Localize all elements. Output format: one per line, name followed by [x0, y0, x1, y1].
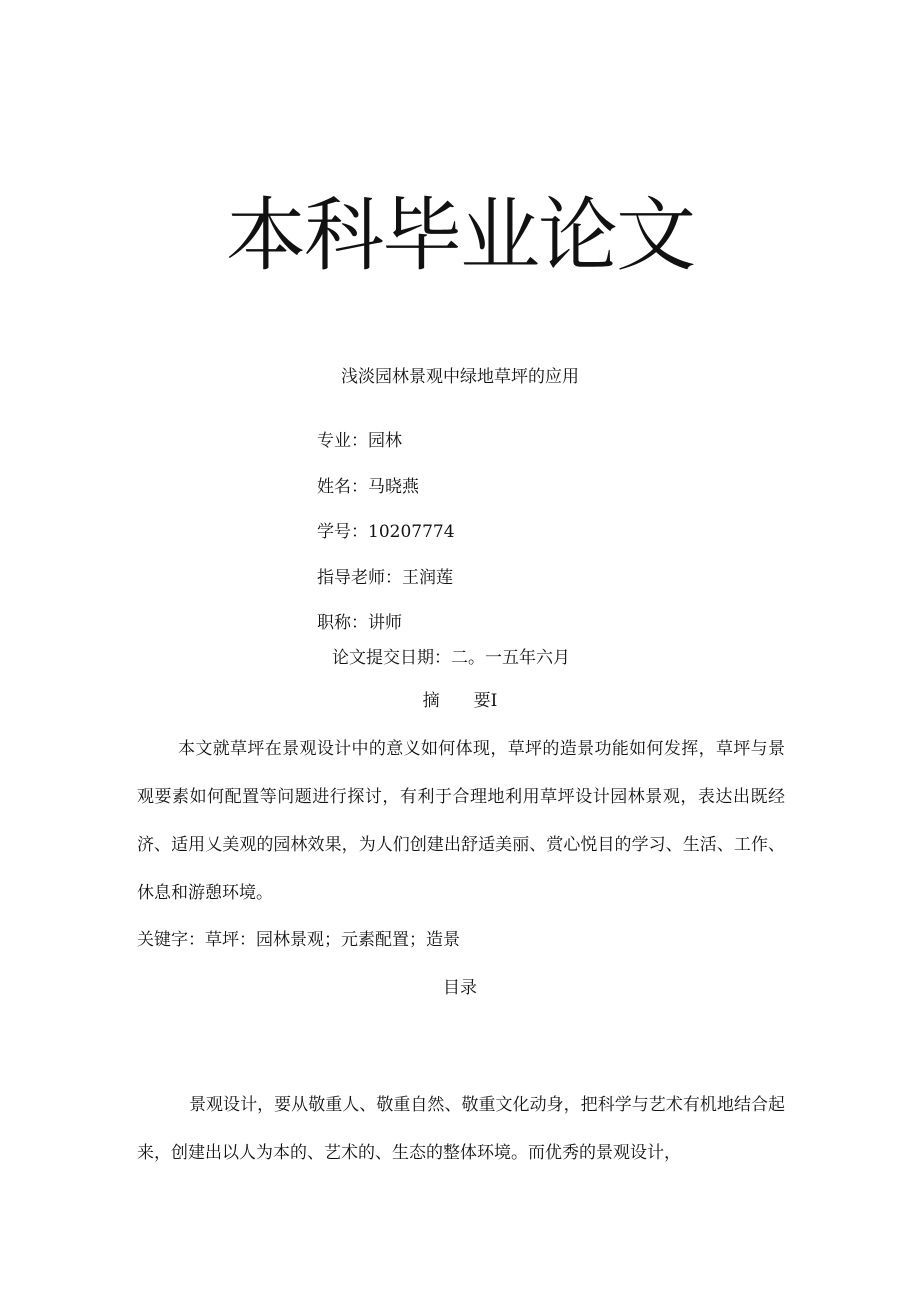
- field-major: [317, 429, 402, 453]
- field-title-rank: [317, 611, 402, 635]
- field-title-rank-value: 讲师: [368, 613, 402, 633]
- keywords-line: 关键字：草坪：园林景观；元素配置；造景: [137, 930, 460, 950]
- field-student-id: [317, 520, 455, 544]
- thesis-type-title: 本科毕业论文: [226, 189, 694, 282]
- abstract-body: 本文就草坪在景观设计中的意义如何体现，草坪的造景功能如何发挥，草坪与景观要素如何配置等问题进行探讨，有利于合理地利用草坪设计园林景观，表达出既经济、适用乂美观的园林效果，为人们创建出舒适美丽、赏心悦目的学习、生活、工作、休息和游憩环境。: [137, 739, 785, 903]
- field-advisor-label: 指导老师：: [317, 568, 402, 588]
- abstract-heading-part2: 要I: [473, 691, 498, 711]
- intro-paragraph: 景观设计，要从敬重人、敬重自然、敬重文化动身，把科学与艺术有机地结合起来，创建出以人为本的、艺术的、生态的整体环境。而优秀的景观设计，: [137, 1095, 785, 1163]
- field-name-value: 马晓燕: [368, 477, 419, 497]
- field-advisor-value: 王润莲: [402, 568, 453, 588]
- abstract-heading: [0, 689, 920, 713]
- field-major-label: 专业：: [317, 431, 368, 451]
- field-name: [317, 475, 419, 499]
- thesis-title: 浅淡园林景观中绿地草坪的应用: [341, 367, 579, 387]
- field-student-id-value: 10207774: [368, 522, 455, 542]
- submission-date: 论文提交日期：二。一五年六月: [332, 648, 570, 668]
- field-student-id-label: 学号：: [317, 522, 368, 542]
- field-advisor: [317, 566, 453, 590]
- field-title-rank-label: 职称：: [317, 613, 368, 633]
- abstract-heading-part1: 摘: [422, 691, 440, 711]
- field-major-value: 园林: [368, 431, 402, 451]
- toc-heading: 目录: [443, 978, 477, 998]
- field-name-label: 姓名：: [317, 477, 368, 497]
